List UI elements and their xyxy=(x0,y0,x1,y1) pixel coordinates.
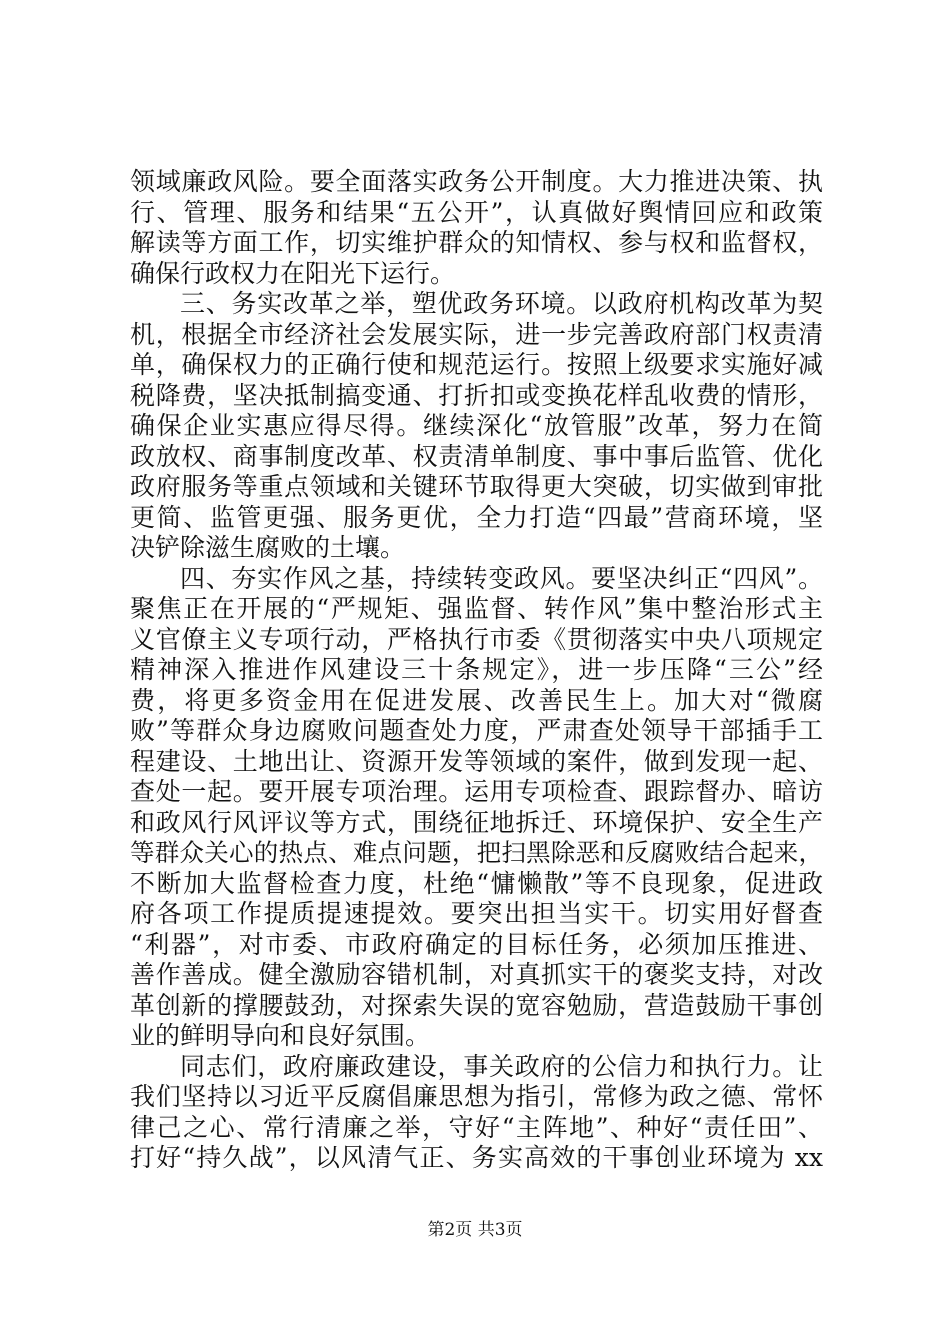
text-line: 三、务实改革之举，塑优政务环境。以政府机构改革为契 xyxy=(180,289,823,318)
text-line: 和政风行风评议等方式，围绕征地拆迁、环境保护、安全生产 xyxy=(130,807,823,837)
text-line: 政放权、商事制度改革、权责清单制度、事中事后监管、优化 xyxy=(130,441,823,471)
text-line: 解读等方面工作，切实维护群众的知情权、参与权和监督权， xyxy=(130,228,823,257)
text-line: 机，根据全市经济社会发展实际，进一步完善政府部门权责清 xyxy=(130,319,823,349)
text-line: 善作善成。健全激励容错机制，对真抓实干的褒奖支持，对改 xyxy=(130,960,823,989)
text-line: 等群众关心的热点、难点问题，把扫黑除恶和反腐败结合起来， xyxy=(130,838,823,867)
text-line: 四、夯实作风之基，持续转变政风。要坚决纠正“四风”。 xyxy=(180,563,823,593)
text-line: 律己之心、常行清廉之举，守好“主阵地”、种好“责任田”、 xyxy=(130,1112,823,1142)
text-line: 决铲除滋生腐败的土壤。 xyxy=(130,533,406,562)
text-line: 败”等群众身边腐败问题查处力度，严肃查处领导干部插手工 xyxy=(130,716,823,745)
text-line: 费，将更多资金用在促进发展、改善民生上。加大对“微腐 xyxy=(130,685,823,715)
text-line: 义官僚主义专项行动，严格执行市委《贯彻落实中央八项规定 xyxy=(130,624,823,654)
text-line: 革创新的撑腰鼓劲，对探索失误的宽容勉励，营造鼓励干事创 xyxy=(130,990,823,1020)
text-line: 政府服务等重点领域和关键环节取得更大突破，切实做到审批 xyxy=(130,472,823,501)
text-line: 单，确保权力的正确行使和规范运行。按照上级要求实施好减 xyxy=(130,350,823,379)
text-line: 精神深入推进作风建设三十条规定》，进一步压降“三公”经 xyxy=(130,655,823,684)
text-line: 我们坚持以习近平反腐倡廉思想为指引，常修为政之德、常怀 xyxy=(130,1082,823,1111)
text-line: 确保企业实惠应得尽得。继续深化“放管服”改革，努力在简 xyxy=(130,411,823,440)
text-line: “利器”，对市委、市政府确定的目标任务，必须加压推进、 xyxy=(130,929,823,959)
text-line: 领域廉政风险。要全面落实政务公开制度。大力推进决策、执 xyxy=(130,167,823,196)
text-line: 不断加大监督检查力度，杜绝“慵懒散”等不良现象，促进政 xyxy=(130,868,823,898)
text-line: 聚焦正在开展的“严规矩、强监督、转作风”集中整治形式主 xyxy=(130,594,823,623)
text-line: 查处一起。要开展专项治理。运用专项检查、跟踪督办、暗访 xyxy=(130,777,823,806)
text-line: 更简、监管更强、服务更优，全力打造“四最”营商环境，坚 xyxy=(130,502,823,532)
document-body xyxy=(130,167,823,1174)
text-line: 同志们，政府廉政建设，事关政府的公信力和执行力。让 xyxy=(180,1051,823,1081)
page-number-footer: 第2页 共3页 xyxy=(427,1220,523,1240)
text-line: 程建设、土地出让、资源开发等领域的案件，做到发现一起、 xyxy=(130,746,823,776)
text-line: 业的鲜明导向和良好氛围。 xyxy=(130,1021,431,1050)
text-line: 府各项工作提质提速提效。要突出担当实干。切实用好督查 xyxy=(130,899,823,928)
text-line: 税降费，坚决抵制搞变通、打折扣或变换花样乱收费的情形， xyxy=(130,380,823,410)
text-line: 确保行政权力在阳光下运行。 xyxy=(130,258,456,288)
text-line: 行、管理、服务和结果“五公开”，认真做好舆情回应和政策 xyxy=(130,197,823,227)
text-line: 打好“持久战”，以风清气正、务实高效的干事创业环境为 xx xyxy=(130,1143,823,1172)
